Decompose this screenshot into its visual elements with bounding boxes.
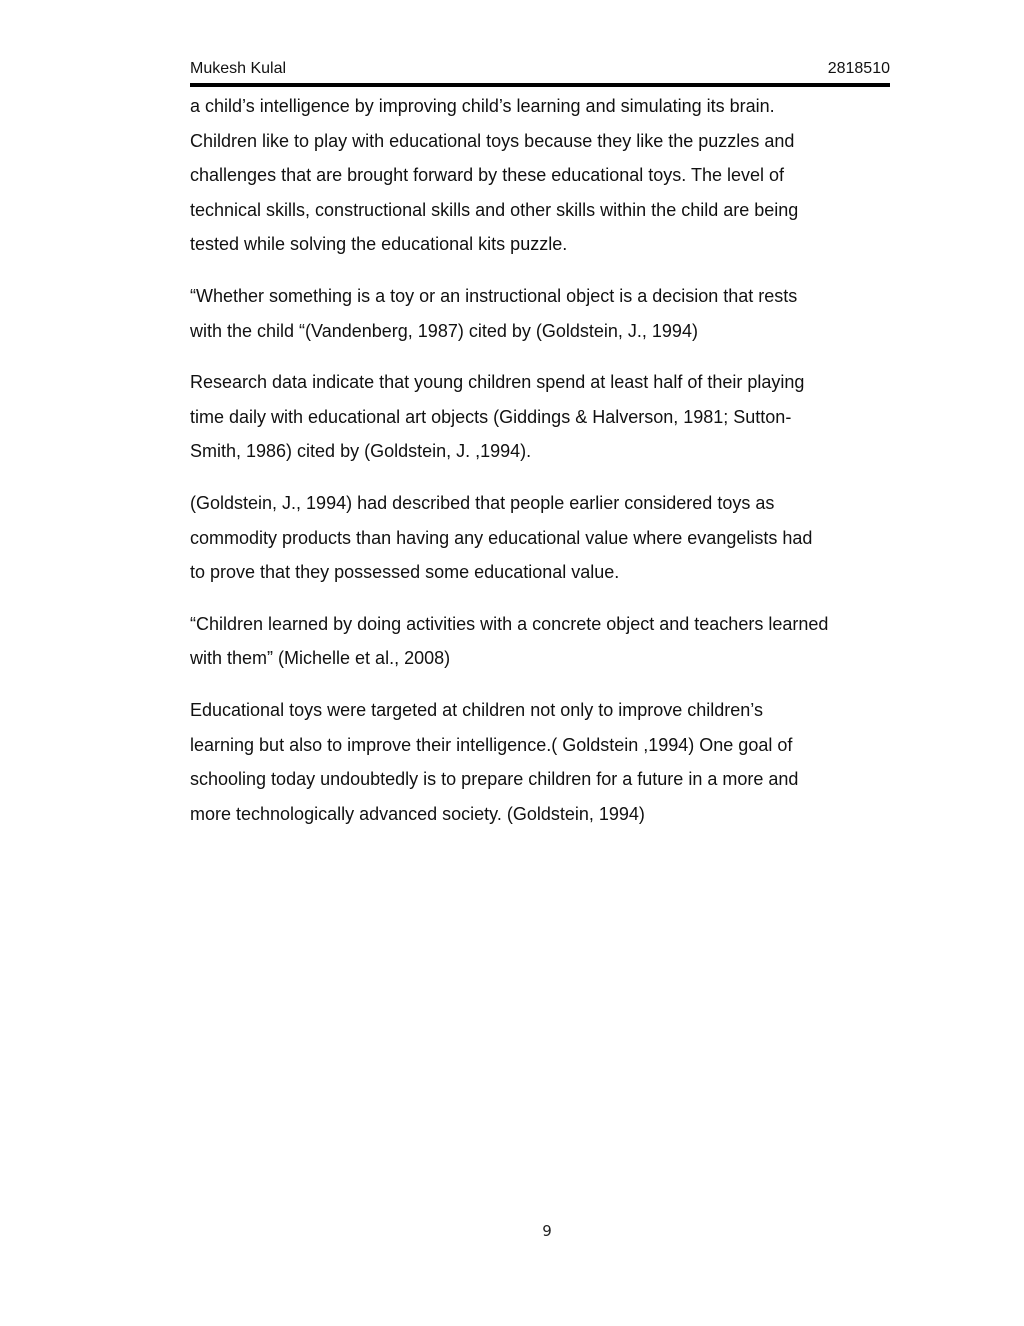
paragraph: [190, 89, 910, 262]
text-line: “Whether something is a toy or an instructional object is a decision that rests: [190, 285, 798, 306]
text-line: with the child “(Vandenberg, 1987) cited by (Goldstein, J., 1994): [190, 320, 698, 341]
header-divider: [190, 83, 890, 87]
text-line: challenges that are brought forward by these educational toys. The level of: [190, 165, 785, 186]
text-line: tested while solving the educational kits puzzle.: [190, 234, 568, 255]
paragraph: [190, 607, 910, 676]
text-line: a child’s intelligence by improving child’s learning and simulating its brain.: [190, 96, 775, 116]
text-line: Smith, 1986) cited by (Goldstein, J. ,1994).: [190, 441, 532, 462]
text-line: learning but also to improve their intelligence.( Goldstein ,1994) One goal of: [190, 734, 793, 755]
text-line: schooling today undoubtedly is to prepare children for a future in a more and: [190, 769, 799, 790]
text-line: time daily with educational art objects (Giddings & Halverson, 1981; Sutton-: [190, 406, 792, 427]
body-text: [190, 89, 910, 848]
text-line: commodity products than having any educational value where evangelists had: [190, 527, 813, 548]
paragraph: [190, 365, 910, 469]
text-line: to prove that they possessed some educational value.: [190, 562, 620, 583]
paragraph: [190, 279, 910, 348]
text-line: Educational toys were targeted at children not only to improve children’s: [190, 699, 763, 720]
text-line: with them” (Michelle et al., 2008): [190, 648, 451, 669]
text-line: Children like to play with educational toys because they like the puzzles and: [190, 130, 795, 151]
paragraph: [190, 693, 910, 831]
text-line: Research data indicate that young children spend at least half of their playing: [190, 372, 805, 393]
text-line: “Children learned by doing activities with a concrete object and teachers learned: [190, 613, 829, 634]
text-line: technical skills, constructional skills and other skills within the child are being: [190, 199, 799, 220]
page-number: 9: [542, 1222, 552, 1240]
text-line: (Goldstein, J., 1994) had described that people earlier considered toys as: [190, 492, 775, 513]
page-header: [190, 58, 890, 84]
author-name: Mukesh Kulal: [190, 60, 287, 77]
student-id: 2818510: [827, 60, 890, 77]
text-line: more technologically advanced society. (Goldstein, 1994): [190, 803, 645, 824]
paragraph: [190, 486, 910, 590]
